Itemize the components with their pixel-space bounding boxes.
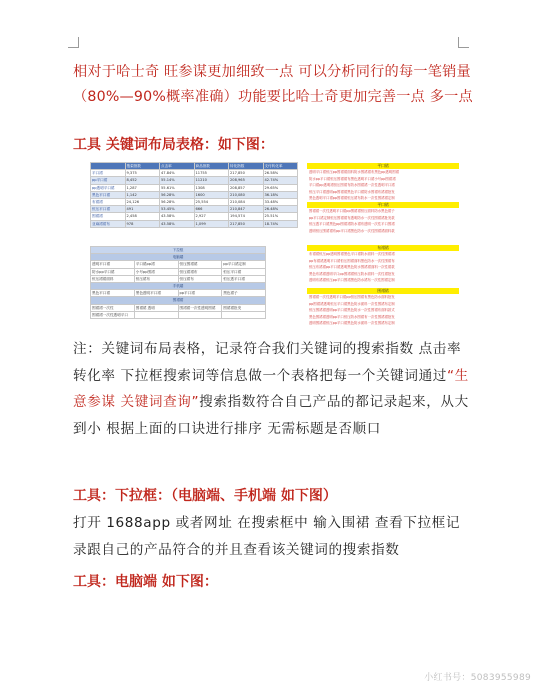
- table-header-row: [91, 163, 298, 170]
- table-cell: 围裙裙 透明: [134, 304, 178, 311]
- panel-title-line: 平口裙pp透明裙恒压围裙布防水围裙裙一次性透明平口裙: [309, 183, 395, 188]
- table-cell: 210,847: [229, 206, 264, 213]
- heading-dropdown: 工具：下拉框：（电脑端、手机端 如下图）: [73, 488, 337, 504]
- table-cell: 47.84%: [160, 170, 195, 177]
- note-quote: “生意参谋 关键词查询”: [73, 367, 469, 410]
- heading-pc: 工具：电脑端 如下图：: [73, 574, 218, 590]
- panel-title-line: 布裙裙恒压pp透明围裙黑色平口裙防水面料一次性围裙裙: [309, 252, 395, 256]
- panel-title-bar: 围裙裙: [307, 288, 459, 294]
- table-cell: 商品指数: [194, 163, 229, 170]
- table-cell: 194,574: [229, 213, 264, 220]
- table-cell: 围裙裙一次性: [91, 304, 135, 311]
- table-cell: [91, 163, 126, 170]
- table-cell: 1,099: [194, 220, 229, 227]
- panel-title-line: 透明布裙裙恒压pp平口围裙黑色防水裙布一次性围裙定制: [309, 278, 395, 283]
- table-cell: 11755: [194, 170, 229, 177]
- table-section-subtitle: [91, 297, 266, 304]
- table-cell: 围裙裙: [91, 213, 126, 220]
- table-cell: 防水pp平口裙: [91, 268, 135, 275]
- table-cell: 1,142: [125, 191, 160, 198]
- table-row: [91, 206, 298, 213]
- table-cell: 电脑端: [91, 254, 266, 261]
- table-cell: 210,084: [229, 199, 264, 206]
- table-cell: pp透明平口裙: [91, 184, 126, 191]
- table-cell: 55.61%: [160, 184, 195, 191]
- title-panel-1: [307, 163, 459, 202]
- table-cell: [222, 311, 266, 318]
- panel-title-bar: 布裙裙: [307, 245, 459, 251]
- panel-title-line: 围裙裙一次性透明平口裙pp围裙裙恒压面料防水黑色裙子: [309, 209, 395, 213]
- table-cell: 9,375: [125, 170, 160, 177]
- table-cell: 恒压裙裙布: [178, 268, 222, 275]
- table-cell: 支付转化率: [263, 163, 298, 170]
- table-cell: 36.18%: [263, 191, 298, 198]
- table-row: [91, 311, 266, 318]
- table-cell: 恒压平口裙: [91, 206, 126, 213]
- table-cell: 53.45%: [160, 206, 195, 213]
- table-cell: 217,850: [229, 170, 264, 177]
- table-cell: 黑色裙子: [222, 290, 266, 297]
- panel-title-line: 黑色透明平口裙pp围裙裙恒压裙布防水一次性围裙裙定制: [309, 196, 395, 201]
- title-panel-4: [307, 288, 459, 327]
- table-cell: 恒压裙布: [178, 275, 222, 282]
- table-row: [91, 184, 298, 191]
- table-cell: 小号pp围裙: [134, 268, 178, 275]
- table-cell: 平口裙: [91, 170, 126, 177]
- table-row: [91, 199, 298, 206]
- table-cell: 217,850: [229, 220, 264, 227]
- crop-mark-left: [68, 37, 79, 48]
- table-row: [91, 213, 298, 220]
- table-cell: 18.74%: [263, 220, 298, 227]
- panel-title-line: 恒压布裙裙pp平口裙透明黑色防水围裙裙面料一次性裙款: [309, 265, 395, 270]
- table-cell: 208,965: [229, 177, 264, 184]
- table-cell: 点击率: [160, 163, 195, 170]
- table-cell: 恒压围裙裙: [178, 261, 222, 268]
- table-row: [91, 304, 266, 311]
- table-cell: 平口裙pp裙: [134, 261, 178, 268]
- title-panel-2: [307, 202, 459, 234]
- table-cell: 208,857: [229, 184, 264, 191]
- table-cell: 33.48%: [263, 199, 298, 206]
- table-cell: 2,458: [125, 213, 160, 220]
- crop-mark-right: [458, 37, 469, 48]
- table-cell: 恒压平口裙: [222, 268, 266, 275]
- table-cell: 43.58%: [160, 213, 195, 220]
- table-section-subtitle: [91, 254, 266, 261]
- panel-title-bar: 平口裙: [307, 163, 459, 169]
- table-cell: [134, 311, 178, 318]
- table-cell: 55.14%: [160, 177, 195, 184]
- table-cell: 转化指数: [229, 163, 264, 170]
- watermark: 小红书号：5083955989: [424, 673, 531, 683]
- table-cell: 下拉框: [91, 247, 266, 254]
- table-row: [91, 170, 298, 177]
- table-cell: 666: [194, 206, 229, 213]
- table-cell: 恒压透平口裙: [222, 275, 266, 282]
- table-cell: 1308: [194, 184, 229, 191]
- table-cell: 2,927: [194, 213, 229, 220]
- panel-title-line: 透明恒压围裙裙布pp平口裙黑色防水一次性围裙裙面料款: [309, 228, 395, 233]
- note-text-before: 注：关键词布局表格，记录符合我们关键词的搜索指数 点击率 转化率 下拉框搜索词等信息做一个表格把每一个关键词通过: [73, 341, 462, 384]
- table-row: [91, 177, 298, 184]
- panel-title-line: 恒压围裙裙透明pp平口裙黑色防水一次性围裙布面料款式: [309, 308, 395, 313]
- table-cell: 恒压裙布: [134, 275, 178, 282]
- table-cell: 978: [125, 220, 160, 227]
- table-cell: 围裙裙批发: [222, 304, 266, 311]
- panel-title-line: 黑色围裙裙透明pp平口恒压防水围裙布一次性围裙裙批发: [309, 314, 395, 319]
- panel-title-line: 透明围裙裙恒压pp平口裙黑色防水面料一次性围裙布定制: [309, 321, 395, 326]
- table-cell: 43.58%: [160, 220, 195, 227]
- table-cell: pp平口裙定制: [222, 261, 266, 268]
- table-cell: 围裙裙一次性透明围裙: [178, 304, 222, 311]
- table-cell: 恒压裙裙面料: [91, 275, 135, 282]
- table-cell: pp平口裙: [178, 290, 222, 297]
- table-cell: 亚麻裙裙布: [91, 220, 126, 227]
- table-cell: 56.28%: [160, 199, 195, 206]
- table-section-title: [91, 247, 266, 254]
- table-cell: [178, 311, 222, 318]
- dropdown-paragraph: 打开 1688app 或者网址 在搜索框中 输入围裙 查看下拉框记录跟自己的产品符合的并且查看该关键词的搜索指数: [73, 515, 461, 558]
- intro-paragraph: 相对于哈士奇 旺参谋更加细致一点 可以分析同行的每一笔销量（80%—90%概率准确）功能要比哈士奇更加完善一点 多一点: [73, 64, 473, 105]
- note-paragraph: [73, 336, 473, 442]
- panel-title-line: 恒压平口裙透明pp围裙裙黑色平口裙防水围裙布裙裙批发: [309, 189, 395, 194]
- title-panel-3: [307, 245, 459, 284]
- table-cell: 黑色透明平口裙: [134, 290, 178, 297]
- table-cell: 11210: [194, 177, 229, 184]
- panel-title-line: 透明平口裙恒压pp围裙裙面料防水围裙裙布黑色pp透明围裙: [309, 170, 399, 174]
- panel-title-line: 防水pp平口裙恒压围裙裙布黑色透明平口裙小号pp围裙裙: [309, 176, 396, 181]
- table-cell: 210,080: [229, 191, 264, 198]
- table-cell: pp平口裙: [91, 177, 126, 184]
- panel-title-line: 恒压透平口裙黑色pp围裙裙防水裙布透明一次性平口围裙: [309, 222, 395, 227]
- heading-keyword-table: 工具 关键词布局表格：如下图：: [73, 137, 274, 153]
- table-cell: 围裙裙: [91, 297, 266, 304]
- panel-title-line: pp布裙裙透明平口裙恒压围裙面料黑色防水一次性围裙布: [309, 258, 395, 263]
- table-row: [91, 261, 266, 268]
- dropdown-keyword-table: [90, 246, 266, 319]
- table-cell: 24,126: [125, 199, 160, 206]
- table-row: [91, 275, 266, 282]
- table-cell: 491: [125, 206, 160, 213]
- table-cell: 黑色平口裙: [91, 191, 126, 198]
- table-cell: 1,287: [125, 184, 160, 191]
- table-cell: 黑色平口裙: [91, 290, 135, 297]
- table-section-subtitle: [91, 283, 266, 290]
- table-cell: 56.28%: [160, 191, 195, 198]
- panel-title-line: pp围裙裙透明恒压平口裙黑色防水面料一次性围裙布定制: [309, 301, 395, 306]
- table-cell: 搜索指数: [125, 163, 160, 170]
- panel-title-bar: 平口裙: [307, 202, 459, 208]
- table-cell: 透明平口裙: [91, 261, 135, 268]
- note-text-after: 搜索指数符合自己产品的都记录起来，从大到小 根据上面的口诀进行排序 无需标题是否顺口: [73, 394, 469, 437]
- table-cell: 8,452: [125, 177, 160, 184]
- table-cell: 29.65%: [263, 184, 298, 191]
- table-cell: 26.48%: [263, 206, 298, 213]
- table-cell: 1600: [194, 191, 229, 198]
- table-cell: 26.58%: [263, 170, 298, 177]
- table-row: [91, 268, 266, 275]
- table-cell: 25.51%: [263, 213, 298, 220]
- keyword-spreadsheet-image: [86, 162, 459, 328]
- table-cell: 42.74%: [263, 177, 298, 184]
- table-row: [91, 220, 298, 227]
- keyword-data-table: [90, 162, 298, 228]
- table-cell: 布裙裙: [91, 199, 126, 206]
- panel-title-line: 黑色布裙裙透明平口pp围裙裙恒压防水面料一次性裙批发: [309, 271, 395, 276]
- panel-title-line: pp平口裙定制恒压围裙裙布透明防水一次性围裙裙批发款: [309, 215, 395, 220]
- table-row: [91, 191, 298, 198]
- panel-title-line: 围裙裙一次性透明平口裙pp恒压围裙布黑色防水面料批发: [309, 295, 395, 299]
- table-cell: 25,554: [194, 199, 229, 206]
- table-cell: 手机端: [91, 283, 266, 290]
- table-cell: 围裙裙一次性透明平口: [91, 311, 135, 318]
- table-row: [91, 290, 266, 297]
